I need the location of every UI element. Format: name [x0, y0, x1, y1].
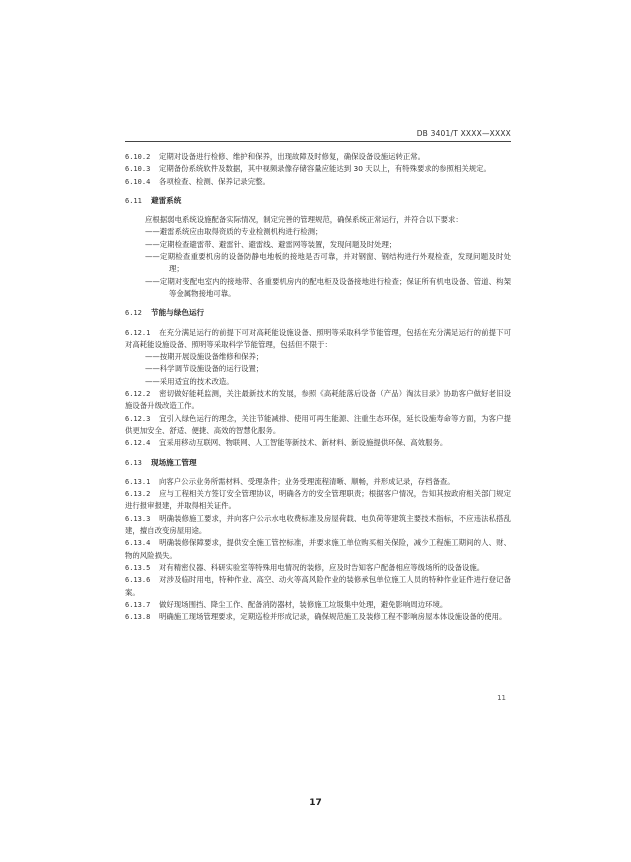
- clause-6-13-3: [125, 513, 511, 538]
- list-item: ——定期对变配电室内的接地带、各重要机房内的配电柜及设备接地进行检查；保证所有机电设备、管道、构架等金属物接地可靠。: [145, 276, 511, 298]
- clause-number: 6.13.4: [125, 539, 151, 548]
- inner-page-number: 11: [497, 694, 506, 702]
- clause-6-10-2: [125, 151, 511, 163]
- clause-6-12-3: [125, 413, 511, 438]
- section-title: 现场施工管理: [151, 457, 197, 467]
- clause-number: 6.10.3: [125, 165, 151, 174]
- section-title: 节能与绿色运行: [151, 308, 205, 318]
- clause-text: 明确装修保障要求，提供安全施工管控标准，并要求施工单位购买相关保险，减少工程施工期间的人、财、物的风险损失。: [125, 538, 511, 560]
- clause-text: 做好现场围挡、降尘工作、配备消防器材，装修施工垃圾集中处理，避免影响周边环境。: [159, 599, 448, 609]
- clause-number: 6.12.1: [125, 328, 151, 337]
- list-item: ——科学调节设施设备的运行设置；: [145, 364, 264, 374]
- clause-6-13-7: [125, 599, 511, 611]
- clause-6-12-1: [125, 327, 511, 352]
- clause-6-10-3: [125, 163, 511, 175]
- clause-6-13-5: [125, 562, 511, 574]
- clause-6-13-6: [125, 574, 511, 599]
- clause-number: 6.12.4: [125, 439, 151, 448]
- clause-number: 6.13.8: [125, 613, 151, 622]
- clause-text: 各项检查、检测、保养记录完整。: [159, 176, 270, 186]
- clause-text: 宜采用移动互联网、物联网、人工智能等新技术、新材料、新设施提供环保、高效服务。: [159, 438, 448, 448]
- clause-number: 6.13.2: [125, 490, 151, 499]
- section-heading-6-12: [125, 307, 511, 319]
- clause-text: 明确施工现场管理要求，定期巡检并形成记录，确保规范施工及装修工程不影响房屋本体设施设备的使用。: [159, 612, 507, 622]
- clause-number: 6.13.5: [125, 563, 151, 572]
- clause-number: 6.10.4: [125, 177, 151, 186]
- section-intro: 应根据弱电系统设施配备实际情况，制定完善的管理规范，确保系统正常运行，并符合以下要求：: [145, 215, 463, 225]
- clause-6-12-2: [125, 388, 511, 413]
- clause-text: 定期对设备进行检修、维护和保养，出现故障及时修复，确保设备设施运转正常。: [159, 152, 426, 161]
- clause-number: 6.10.2: [125, 153, 151, 161]
- clause-text: 明确装修施工要求，并向客户公示水电收费标准及房屋荷载、电负荷等建筑主要技术指标，不应违法私搭乱建，擅自改变房屋用途。: [125, 513, 511, 536]
- section-title: 避雷系统: [151, 195, 182, 205]
- clause-6-13-1: [125, 476, 511, 488]
- list-item: ——采用适宜的技术改造。: [145, 376, 234, 386]
- clause-6-12-4: [125, 437, 511, 449]
- clause-6-13-2: [125, 488, 511, 513]
- clause-text: 对涉及临时用电，特种作业、高空、动火等高风险作业的装修承包单位施工人员的特种作业证件进行登记备案。: [125, 575, 511, 597]
- section-heading-6-13: [125, 457, 511, 469]
- clause-6-10-4: [125, 176, 511, 188]
- header-rule: [125, 141, 511, 142]
- clause-number: 6.13.1: [125, 477, 151, 486]
- clause-text: 定期备份系统软件及数据，其中视频录像存储容量应能达到 30 天以上，有特殊要求的参照相关规定。: [159, 164, 491, 174]
- document-body: [125, 151, 511, 623]
- clause-number: 6.12.3: [125, 414, 151, 423]
- list-item: ——定期检查避雷带、避雷针、避雷线、避雷网等装置，发现问题及时处理；: [145, 239, 397, 249]
- clause-6-13-4: [125, 537, 511, 562]
- list-item: ——按期开展设施设备维修和保养；: [145, 352, 264, 362]
- clause-text: 应与工程相关方签订安全管理协议，明确各方的安全管理职责；根据客户情况，告知其按政府相关部门规定进行报审报建，并取得相关证件。: [125, 489, 511, 511]
- clause-text: 密切做好能耗监测，关注最新技术的发展，参照《高耗能落后设备（产品）淘汰目录》协助客户做好老旧设施设备升级改造工作。: [125, 389, 511, 411]
- section-heading-6-11: [125, 195, 511, 207]
- clause-number: 6.13.7: [125, 600, 151, 609]
- list-item: ——避雷系统应由取得资质的专业检测机构进行检测；: [145, 227, 323, 237]
- list-item: ——定期检查重要机房的设备防静电地板的接地是否可靠，并对钢窗、钢结构进行外观检查，发现问题及时处理；: [145, 252, 511, 274]
- clause-text: 宜引入绿色运行的理念，关注节能减排、使用可再生能源、注重生态环保，延长设施寿命等方面，为客户提供更加安全、舒适、便捷、高效的智慧化服务。: [125, 413, 511, 435]
- clause-text: 在充分满足运行的前提下可对高耗能设施设备、照明等采取科学节能管理，包括在充分满足运行的前提下可对高耗能设施设备、照明等采取科学节能管理，包括但不限于：: [125, 327, 511, 349]
- clause-text: 向客户公示业务所需材料、受理条件；业务受理流程清晰、顺畅，并形成记录，存档备查。: [159, 476, 455, 486]
- clause-number: 6.13.3: [125, 514, 151, 523]
- page-number: 17: [309, 798, 322, 808]
- clause-6-13-8: [125, 611, 511, 623]
- document-code: DB 3401/T XXXX—XXXX: [416, 129, 511, 138]
- section-number: 6.13: [125, 458, 142, 467]
- section-number: 6.11: [125, 196, 142, 205]
- section-number: 6.12: [125, 309, 142, 318]
- clause-text: 对有精密仪器、科研实验室等特殊用电情况的装修，应及时告知客户配备相应等级场所的设备设施。: [159, 562, 485, 572]
- clause-number: 6.12.2: [125, 390, 151, 399]
- clause-number: 6.13.6: [125, 576, 151, 585]
